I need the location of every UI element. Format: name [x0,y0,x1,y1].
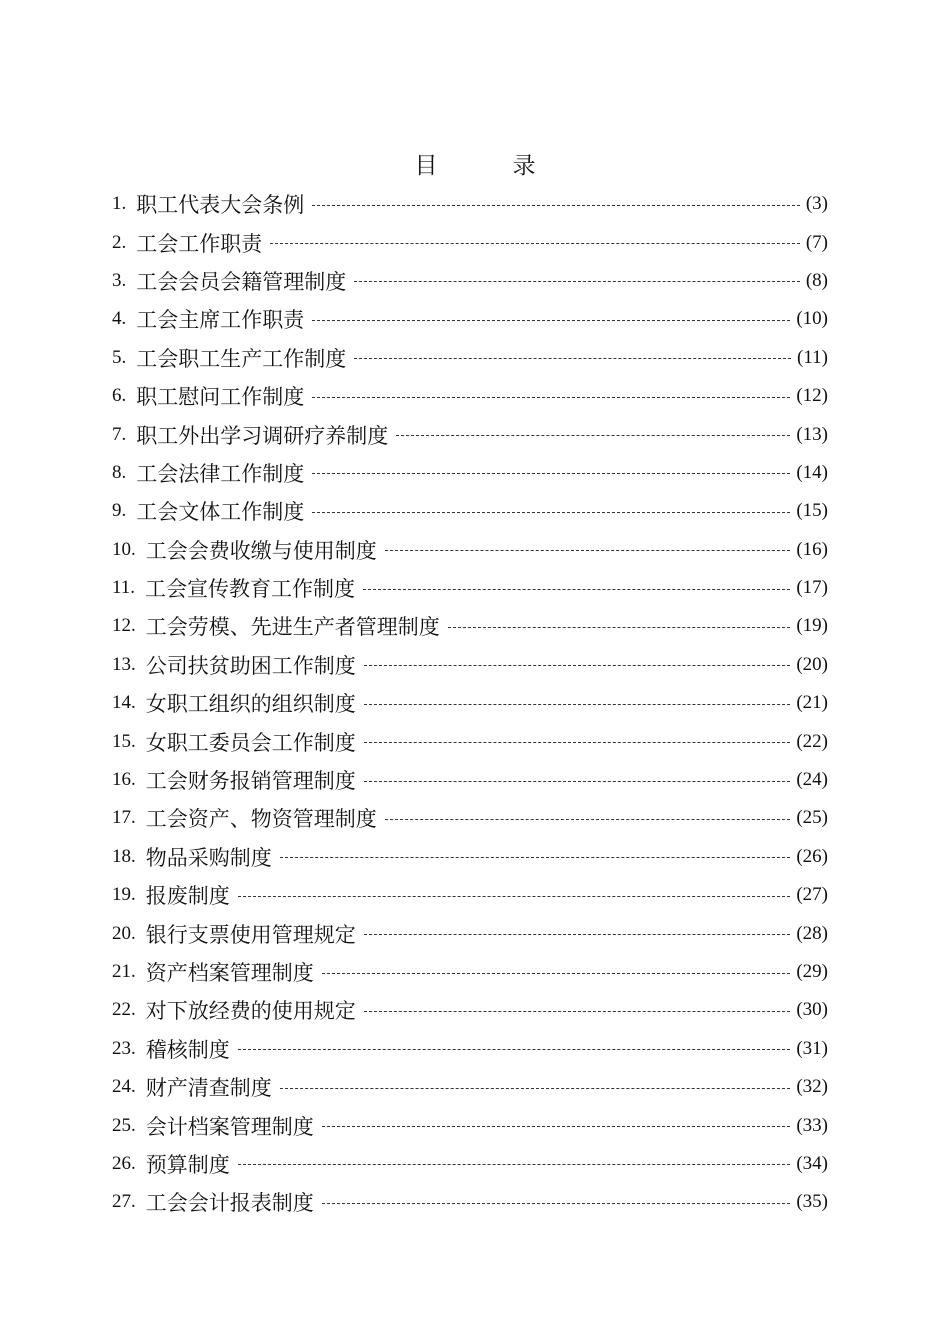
toc-entry-title: 女职工组织的组织制度 [145,692,356,717]
toc-entry[interactable] [112,531,828,569]
toc-entry[interactable] [112,991,828,1029]
toc-dot-leader [322,1203,791,1204]
toc-entry[interactable] [112,492,828,530]
toc-entry-number: 14. [112,692,136,714]
toc-title: 目 录 [414,153,562,179]
toc-dot-leader [312,512,790,513]
toc-dot-leader [363,589,790,590]
toc-entry[interactable] [112,1145,828,1183]
toc-entry[interactable] [112,761,828,799]
toc-entry-number: 16. [112,769,136,791]
toc-dot-leader [364,704,791,705]
toc-entry[interactable] [112,914,828,952]
toc-entry-page: (31) [796,1037,828,1059]
toc-entry-title: 报废制度 [145,884,230,909]
toc-entry-number: 2. [112,231,127,253]
toc-entry-title: 工会工作职责 [136,231,263,256]
toc-entry-page: (10) [796,308,828,330]
toc-dot-leader [238,1164,791,1165]
toc-entry-page: (15) [796,500,828,522]
toc-entry[interactable] [112,415,828,453]
toc-entry-title: 预算制度 [145,1152,230,1177]
toc-entry-title: 职工代表大会条例 [136,193,305,218]
toc-entry[interactable] [112,223,828,261]
toc-entry-page: (32) [796,1076,828,1098]
toc-entry-page: (20) [796,653,828,675]
toc-entry-title: 工会文体工作制度 [136,500,305,525]
toc-entry-page: (12) [796,385,828,407]
toc-entry-number: 10. [112,538,136,560]
toc-dot-leader [322,973,791,974]
toc-entry-page: (8) [805,269,828,291]
toc-entry-number: 5. [112,346,127,368]
toc-dot-leader [364,781,791,782]
toc-entry[interactable] [112,799,828,837]
toc-dot-leader [312,473,790,474]
toc-entry[interactable] [112,300,828,338]
toc-entry-number: 13. [112,653,136,675]
toc-dot-leader [280,857,791,858]
toc-entry-title: 工会主席工作职责 [136,308,305,333]
toc-entry-number: 21. [112,961,136,982]
toc-entry[interactable] [112,684,828,722]
toc-entry-title: 财产清查制度 [145,1076,272,1101]
toc-entry-page: (16) [796,538,828,560]
toc-list [112,185,828,1222]
toc-dot-leader [364,742,791,743]
toc-entry-number: 26. [112,1152,136,1174]
toc-entry-page: (26) [796,845,828,867]
toc-entry-number: 24. [112,1076,136,1098]
toc-entry-title: 工会宣传教育工作制度 [145,577,356,602]
toc-dot-leader [364,934,791,935]
toc-entry-page: (3) [805,193,828,215]
toc-entry-title: 职工慰问工作制度 [136,385,305,410]
toc-dot-leader [448,627,791,628]
toc-entry-title: 工会财务报销管理制度 [145,769,356,794]
toc-entry-title: 工会会员会籍管理制度 [136,269,347,294]
toc-entry[interactable] [112,1183,828,1221]
toc-entry[interactable] [112,838,828,876]
toc-entry[interactable] [112,339,828,377]
toc-entry-number: 20. [112,922,136,944]
toc-entry-page: (7) [805,231,828,253]
toc-entry-page: (29) [796,961,828,982]
toc-dot-leader [238,896,791,897]
toc-entry[interactable] [112,607,828,645]
toc-dot-leader [280,1088,791,1089]
toc-entry-page: (21) [796,692,828,714]
toc-entry-number: 17. [112,807,136,829]
toc-entry-title: 对下放经费的使用规定 [145,999,356,1024]
toc-entry[interactable] [112,722,828,760]
toc-entry-title: 稽核制度 [145,1037,230,1062]
toc-dot-leader [364,665,791,666]
toc-entry[interactable] [112,1030,828,1068]
toc-entry[interactable] [112,377,828,415]
toc-dot-leader [385,819,791,820]
toc-entry-page: (28) [796,922,828,944]
toc-entry-title: 职工外出学习调研疗养制度 [136,423,389,448]
toc-entry-title: 工会资产、物资管理制度 [145,807,377,832]
toc-entry-page: (17) [796,577,828,599]
toc-entry-number: 11. [112,577,136,599]
toc-entry[interactable] [112,876,828,914]
toc-dot-leader [354,358,791,359]
toc-dot-leader [312,397,790,398]
toc-entry-number: 4. [112,308,127,330]
toc-entry-page: (11) [797,346,828,368]
toc-entry-page: (19) [796,615,828,637]
toc-dot-leader [270,243,800,244]
toc-entry[interactable] [112,262,828,300]
toc-entry[interactable] [112,646,828,684]
toc-entry[interactable] [112,953,828,991]
toc-entry-title: 工会会费收缴与使用制度 [145,538,377,563]
toc-dot-leader [396,435,790,436]
toc-entry-page: (25) [796,807,828,829]
toc-entry-number: 18. [112,845,136,867]
toc-entry-number: 9. [112,500,127,522]
toc-entry-page: (34) [796,1152,828,1174]
toc-dot-leader [312,205,800,206]
toc-entry-number: 3. [112,269,127,291]
toc-entry-title: 工会法律工作制度 [136,461,305,486]
toc-entry[interactable] [112,1068,828,1106]
toc-entry[interactable] [112,1106,828,1144]
toc-dot-leader [385,550,791,551]
toc-dot-leader [322,1126,791,1127]
toc-entry[interactable] [112,454,828,492]
toc-entry-title: 银行支票使用管理规定 [145,922,356,947]
toc-entry-number: 23. [112,1037,136,1059]
toc-entry-title: 工会会计报表制度 [145,1191,314,1216]
toc-entry-title: 公司扶贫助困工作制度 [145,653,356,678]
toc-entry-number: 15. [112,730,136,752]
toc-dot-leader [354,281,800,282]
toc-dot-leader [364,1011,791,1012]
toc-entry[interactable] [112,569,828,607]
toc-entry-number: 12. [112,615,136,637]
toc-entry-number: 19. [112,884,136,906]
toc-entry-number: 6. [112,385,127,407]
toc-dot-leader [312,320,790,321]
toc-entry-title: 会计档案管理制度 [145,1114,314,1139]
toc-entry-number: 7. [112,423,127,445]
toc-entry-page: (33) [796,1114,828,1136]
toc-entry-number: 22. [112,999,136,1021]
toc-entry-number: 8. [112,461,127,483]
toc-entry-title: 资产档案管理制度 [145,961,314,985]
toc-entry[interactable] [112,185,828,223]
toc-entry-page: (35) [796,1191,828,1213]
toc-entry-page: (22) [796,730,828,752]
toc-entry-title: 工会职工生产工作制度 [136,346,347,371]
toc-entry-page: (14) [796,461,828,483]
toc-entry-number: 27. [112,1191,136,1213]
toc-entry-page: (30) [796,999,828,1021]
toc-dot-leader [238,1049,791,1050]
toc-entry-number: 1. [112,193,127,215]
toc-entry-page: (13) [796,423,828,445]
toc-entry-number: 25. [112,1114,136,1136]
toc-entry-title: 工会劳模、先进生产者管理制度 [145,615,440,640]
toc-entry-title: 物品采购制度 [145,845,272,870]
toc-entry-page: (24) [796,769,828,791]
toc-entry-title: 女职工委员会工作制度 [145,730,356,755]
toc-entry-page: (27) [796,884,828,906]
